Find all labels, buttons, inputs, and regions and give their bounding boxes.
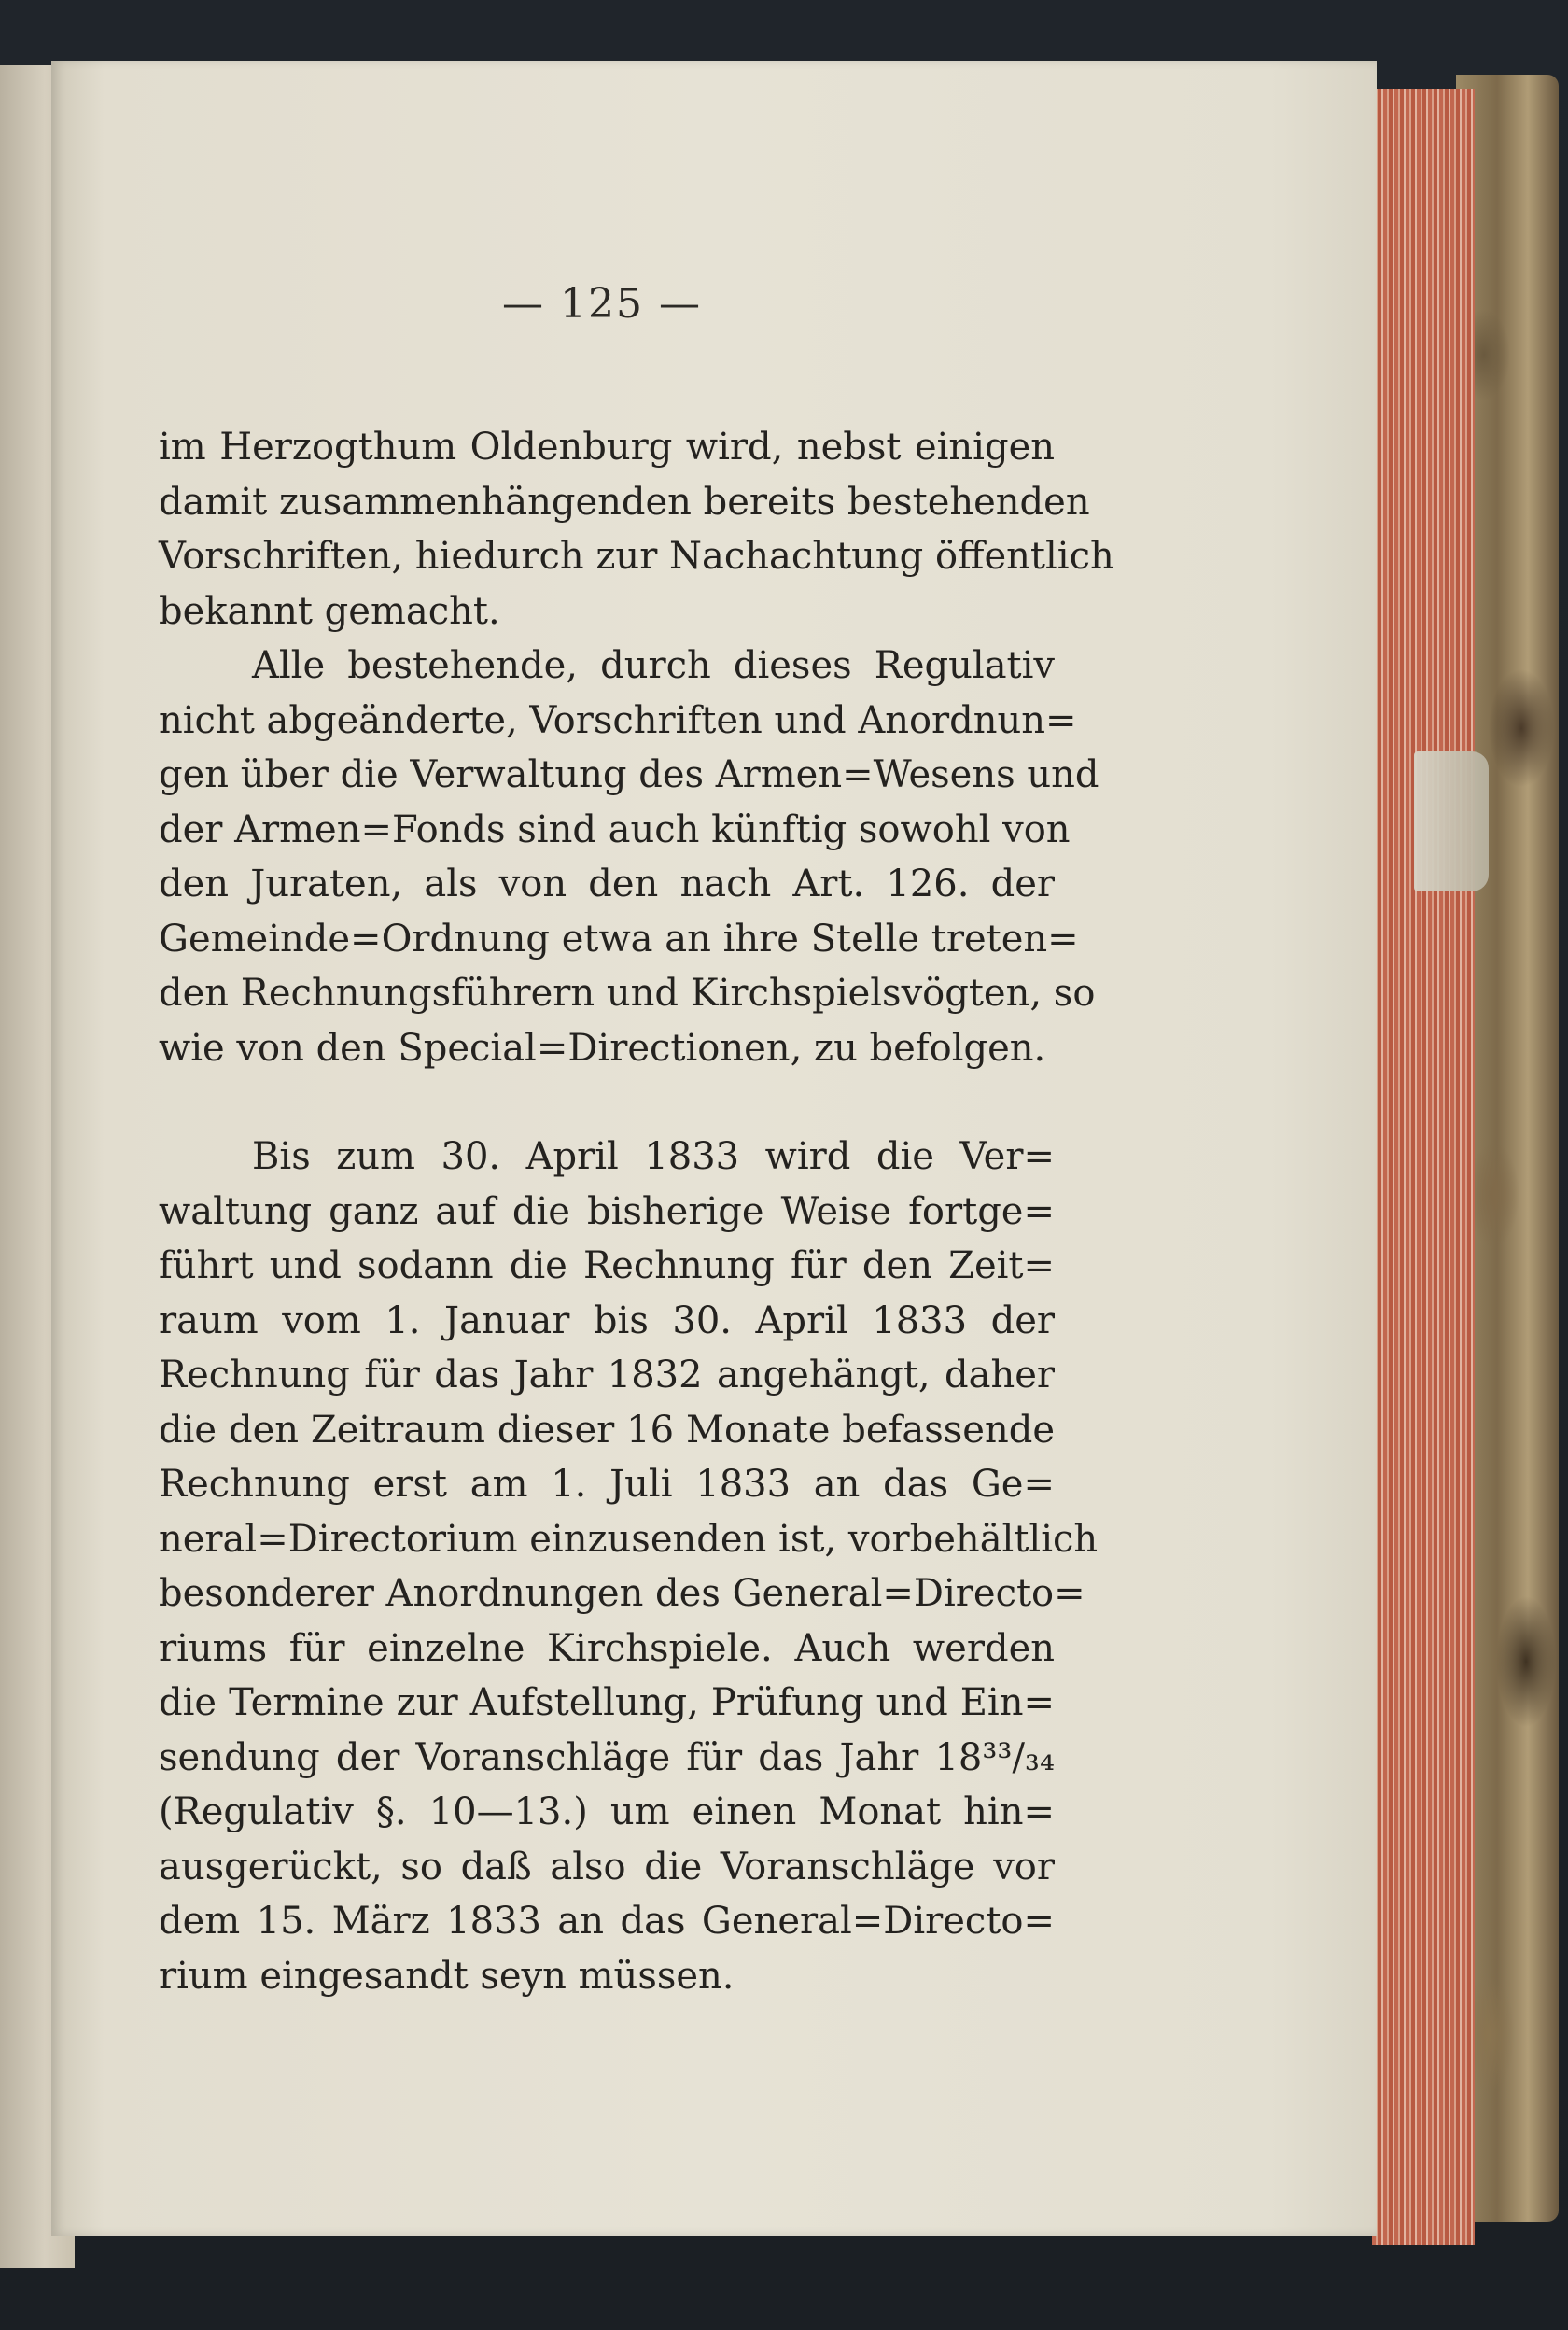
- page-number-header: — 125 —: [502, 280, 702, 328]
- text-line: die den Zeitraum dieser 16 Monate befassende: [159, 1408, 1055, 1452]
- paragraph-2: [159, 639, 1099, 1075]
- text-line: führt und sodann die Rechnung für den Zeit=: [159, 1244, 1055, 1287]
- text-line: bekannt gemacht.: [159, 589, 500, 633]
- text-line: den Rechnungsführern und Kirchspielsvögten, so: [159, 972, 1096, 1015]
- text-line: riums für einzelne Kirchspiele. Auch werden: [159, 1626, 1055, 1670]
- book-page: [51, 61, 1377, 2236]
- text-line: Gemeinde=Ordnung etwa an ihre Stelle treten=: [159, 917, 1079, 961]
- text-line: nicht abgeänderte, Vorschriften und Anordnun=: [159, 698, 1077, 742]
- text-line: im Herzogthum Oldenburg wird, nebst einigen: [159, 426, 1055, 469]
- text-line: waltung ganz auf die bisherige Weise fortge=: [159, 1189, 1055, 1233]
- bookmark-tab: [1414, 751, 1489, 891]
- text-line: Alle bestehende, durch dieses Regulativ: [252, 644, 1055, 687]
- text-line: rium eingesandt seyn müssen.: [159, 1954, 735, 1998]
- text-line: Rechnung für das Jahr 1832 angehängt, daher: [159, 1354, 1055, 1397]
- page-body: [159, 420, 1114, 2003]
- paragraph-3: [159, 1130, 1099, 2003]
- text-line: damit zusammenhängenden bereits bestehenden: [159, 480, 1090, 524]
- text-line: sendung der Voranschläge für das Jahr 18³³/₃₄: [159, 1735, 1055, 1779]
- text-line: ausgerückt, so daß also die Voranschläge vor: [159, 1845, 1055, 1888]
- text-line: den Juraten, als von den nach Art. 126. der: [159, 863, 1055, 905]
- text-line: Bis zum 30. April 1833 wird die Ver=: [252, 1135, 1055, 1178]
- paragraph-1: [159, 420, 1114, 639]
- text-line: (Regulativ §. 10—13.) um einen Monat hin=: [159, 1790, 1055, 1833]
- text-line: wie von den Special=Directionen, zu befolgen.: [159, 1026, 1046, 1070]
- red-page-edges: [1372, 89, 1475, 2245]
- text-line: die Termine zur Aufstellung, Prüfung und Ein=: [159, 1681, 1055, 1724]
- text-line: neral=Directorium einzusenden ist, vorbehältlich: [159, 1517, 1099, 1561]
- text-line: raum vom 1. Januar bis 30. April 1833 der: [159, 1298, 1055, 1342]
- text-line: gen über die Verwaltung des Armen=Wesens und: [159, 753, 1099, 796]
- text-line: dem 15. März 1833 an das General=Directo=: [159, 1900, 1055, 1943]
- text-line: Vorschriften, hiedurch zur Nachachtung öffentlich: [159, 535, 1114, 578]
- text-line: der Armen=Fonds sind auch künftig sowohl von: [159, 807, 1071, 851]
- text-line: besonderer Anordnungen des General=Directo=: [159, 1572, 1085, 1615]
- text-line: Rechnung erst am 1. Juli 1833 an das Ge=: [159, 1463, 1055, 1506]
